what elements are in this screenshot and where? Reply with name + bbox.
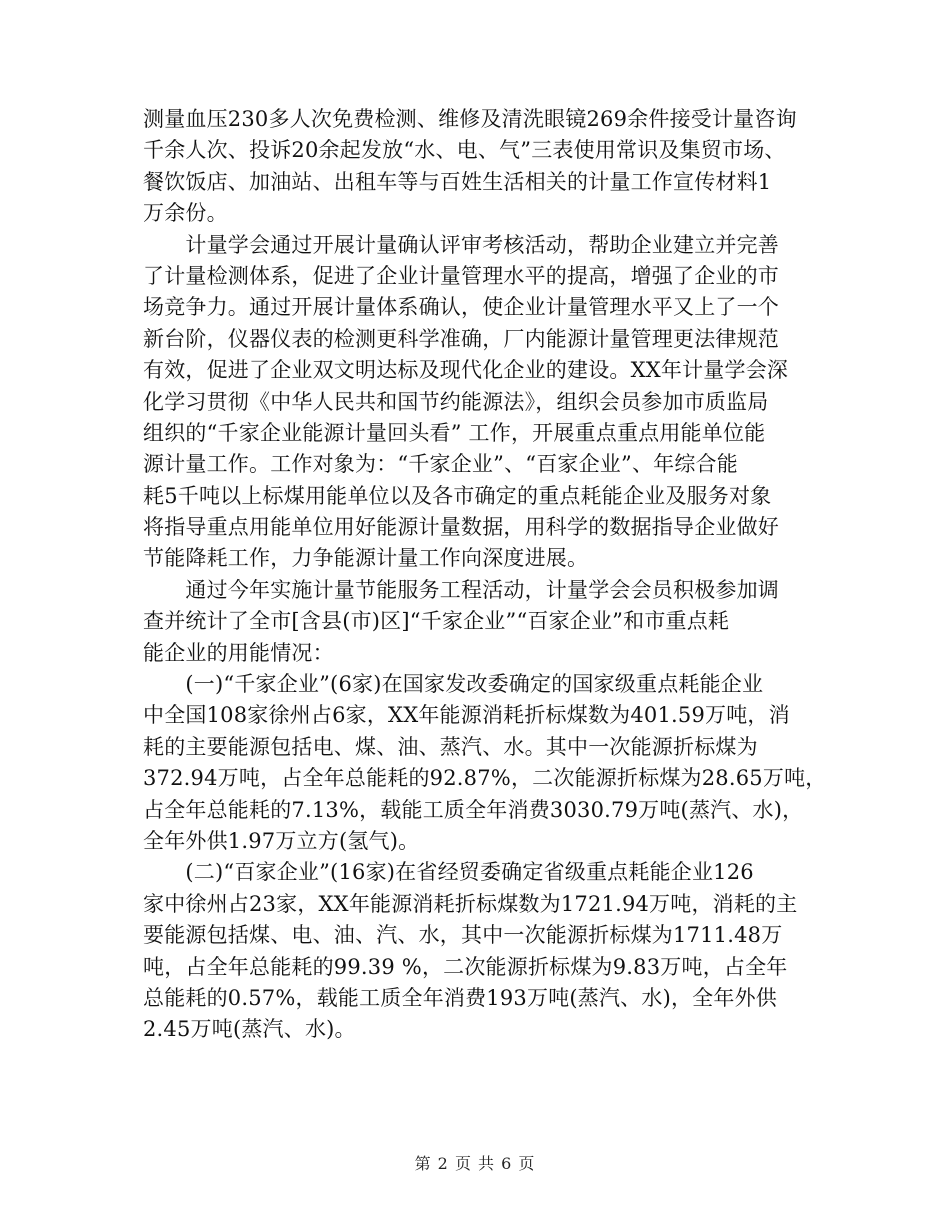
text-line: 查并统计了全市[含县(市)区]“千家企业”“百家企业”和市重点耗 [143, 609, 730, 634]
text-line: 要能源包括煤、电、油、汽、水，其中一次能源折标煤为1711.48万 [143, 923, 783, 948]
document-body [143, 104, 827, 1046]
text-line: 耗的主要能源包括电、煤、油、蒸汽、水。其中一次能源折标煤为 [143, 734, 758, 759]
text-line: 2.45万吨(蒸汽、水)。 [143, 1017, 356, 1042]
text-line: 万余份。 [143, 201, 228, 226]
text-line: 节能降耗工作，力争能源计量工作向深度进展。 [143, 546, 589, 571]
text-line: 源计量工作。工作对象为：“千家企业”、“百家企业”、年综合能 [143, 452, 738, 477]
text-line: 全年外供1.97万立方(氢气)。 [143, 828, 420, 853]
text-line: 千余人次、投诉20余起发放“水、电、气”三表使用常识及集贸市场、 [143, 138, 786, 163]
text-line: 占全年总能耗的7.13%，载能工质全年消费3030.79万吨(蒸汽、水)， [143, 797, 804, 822]
text-line: 有效，促进了企业双文明达标及现代化企业的建设。XX年计量学会深 [143, 358, 789, 383]
text-line: 家中徐州占23家，XX年能源消耗折标煤数为1721.94万吨，消耗的主 [143, 891, 798, 916]
text-line: 化学习贯彻《中华人民共和国节约能源法》，组织会员参加市质监局 [143, 389, 769, 414]
text-line: 餐饮饭店、加油站、出租车等与百姓生活相关的计量工作宣传材料1 [143, 169, 772, 194]
text-line: 能企业的用能情况： [143, 640, 334, 665]
text-line: 场竞争力。通过开展计量体系确认，使企业计量管理水平又上了一个 [143, 295, 779, 320]
text-line: 中全国108家徐州占6家，XX年能源消耗折标煤数为401.59万吨，消 [143, 703, 790, 728]
text-line: 测量血压230多人次免费检测、维修及清洗眼镜269余件接受计量咨询 [143, 107, 797, 131]
text-line: (一)“千家企业”(6家)在国家发改委确定的国家级重点耗能企业 [143, 672, 764, 697]
text-line: 通过今年实施计量节能服务工程活动，计量学会会员积极参加调 [143, 577, 779, 602]
text-line: 耗5千吨以上标煤用能单位以及各市确定的重点耗能企业及服务对象 [143, 483, 772, 508]
text-line: 将指导重点用能单位用好能源计量数据，用科学的数据指导企业做好 [143, 515, 779, 540]
text-line: 新台阶，仪器仪表的检测更科学准确，厂内能源计量管理更法律规范 [143, 326, 779, 351]
page-footer: 第 2 页 共 6 页 [414, 1154, 536, 1173]
text-line: 了计量检测体系，促进了企业计量管理水平的提高，增强了企业的市 [143, 263, 779, 288]
text-line: 组织的“千家企业能源计量回头看” 工作，开展重点重点用能单位能 [143, 420, 766, 445]
text-line: 吨，占全年总能耗的99.39 %，二次能源折标煤为9.83万吨，占全年 [143, 954, 788, 979]
text-line: 总能耗的0.57%，载能工质全年消费193万吨(蒸汽、水)，全年外供 [143, 985, 777, 1010]
text-line: 372.94万吨，占全年总能耗的92.87%，二次能源折标煤为28.65万吨， [143, 766, 827, 791]
text-line: 计量学会通过开展计量确认评审考核活动，帮助企业建立并完善 [143, 232, 779, 257]
text-line: (二)“百家企业”(16家)在省经贸委确定省级重点耗能企业126 [143, 860, 754, 885]
